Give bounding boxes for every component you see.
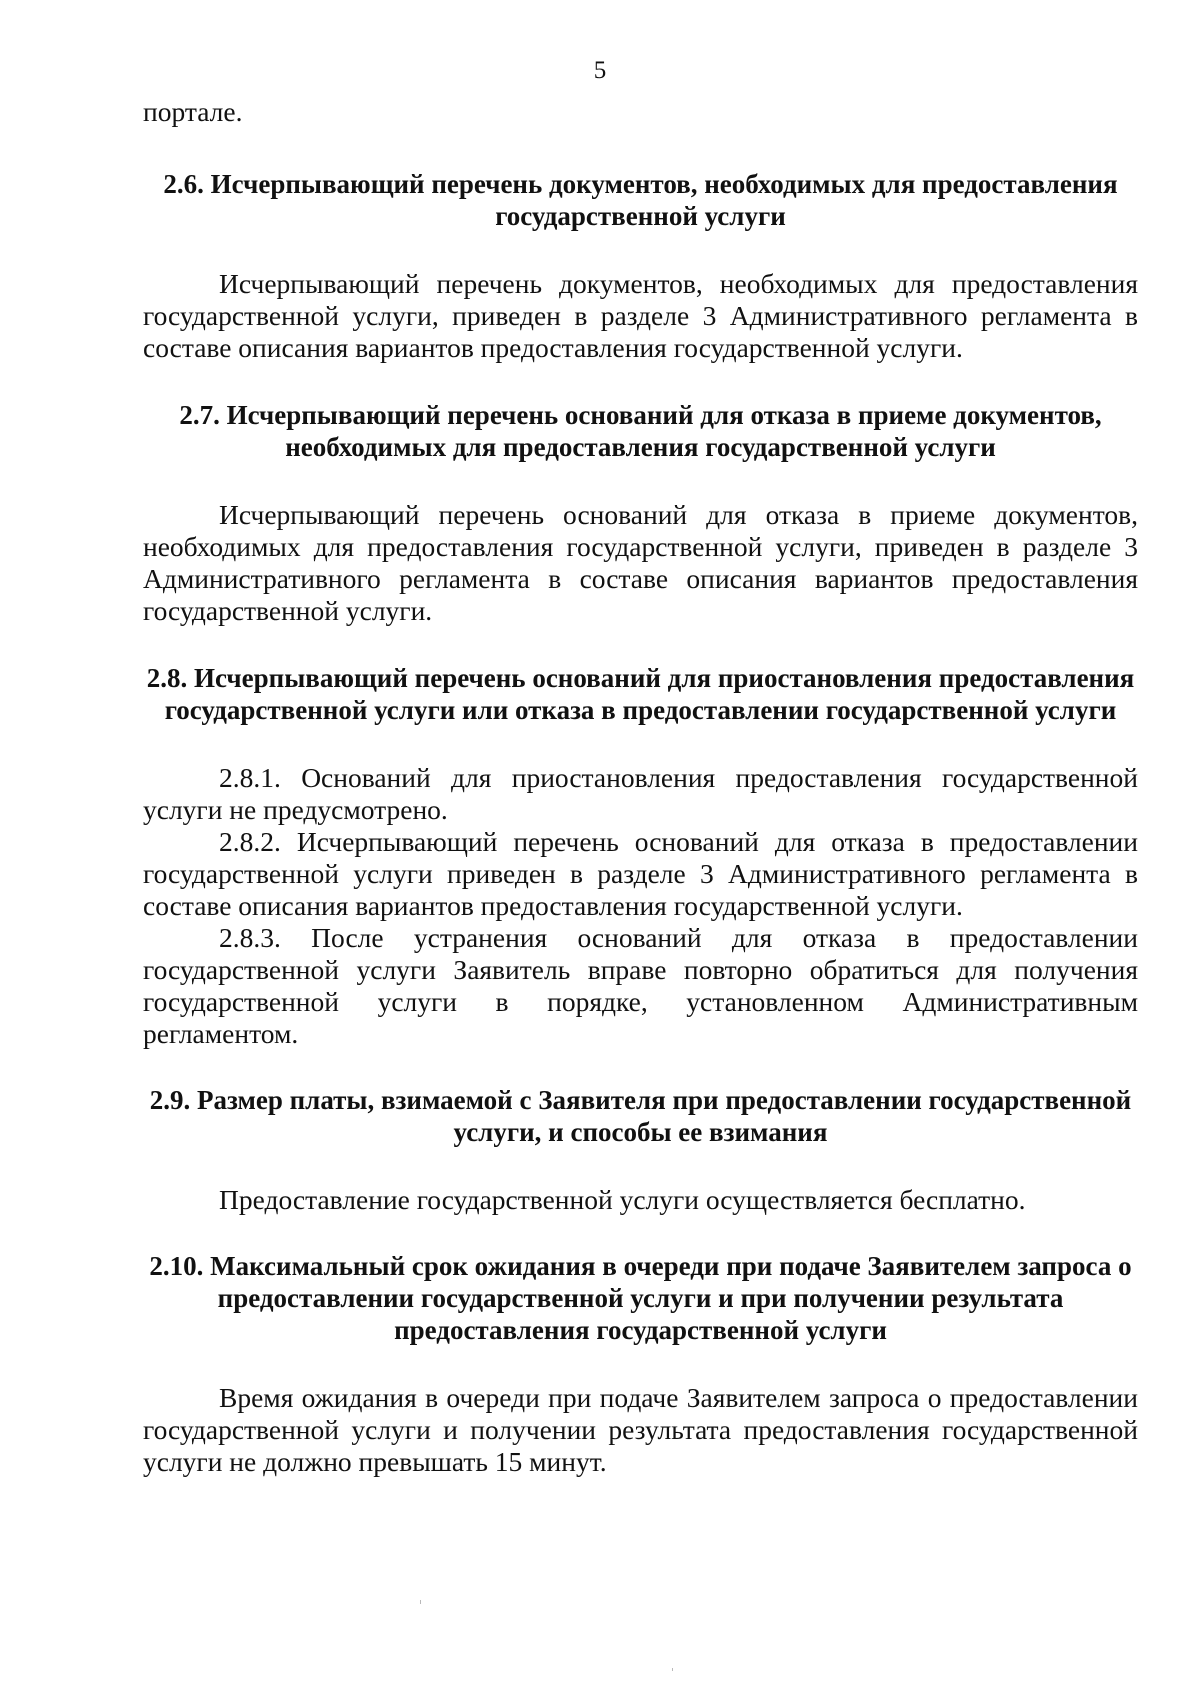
section-2-7-heading: 2.7. Исчерпывающий перечень оснований для отказа в приеме документов, необходимых для предоставления государственной услуги	[179, 400, 1102, 462]
section-2-10-paragraph: Время ожидания в очереди при подаче Заявителем запроса о предоставлении государственной услуги и получении результата предоставления государственной услуги не должно превышать 15 минут.	[143, 1382, 1138, 1477]
section-2-7-paragraph: Исчерпывающий перечень оснований для отказа в приеме документов, необходимых для предоставления государственной услуги, приведен в разделе 3 Административного регламента в составе описания вариантов предоставления государственной услуги.	[143, 499, 1138, 626]
section-2-10-heading: 2.10. Максимальный срок ожидания в очереди при подаче Заявителем запроса о предоставлении государственной услуги и при получении результата предоставления государственной услуги	[149, 1251, 1132, 1345]
section-2-9-paragraph: Предоставление государственной услуги осуществляется бесплатно.	[219, 1184, 1026, 1215]
section-2-6-heading: 2.6. Исчерпывающий перечень документов, необходимых для предоставления государственной услуги	[163, 169, 1118, 231]
scan-artifact	[672, 1668, 673, 1671]
document-body	[143, 96, 1138, 1478]
page-number: 5	[593, 57, 607, 84]
section-2-9-heading: 2.9. Размер платы, взимаемой с Заявителя при предоставлении государственной услуги, и способы ее взимания	[149, 1085, 1132, 1147]
scan-artifact	[420, 1600, 421, 1604]
section-2-8-heading: 2.8. Исчерпывающий перечень оснований для приостановления предоставления государственной услуги или отказа в предоставлении государственной услуги	[146, 663, 1135, 725]
section-2-8-3-paragraph: 2.8.3. После устранения оснований для отказа в предоставлении государственной услуги Заявитель вправе повторно обратиться для получения государственной услуги в порядке, установленном Административным регламентом.	[143, 922, 1138, 1049]
section-2-8-1-paragraph: 2.8.1. Оснований для приостановления предоставления государственной услуги не предусмотрено.	[143, 762, 1138, 825]
section-2-8-2-paragraph: 2.8.2. Исчерпывающий перечень оснований для отказа в предоставлении государственной услуги приведен в разделе 3 Административного регламента в составе описания вариантов предоставления государственной услуги.	[143, 826, 1138, 921]
section-2-6-paragraph: Исчерпывающий перечень документов, необходимых для предоставления государственной услуги, приведен в разделе 3 Административного регламента в составе описания вариантов предоставления государственной услуги.	[143, 268, 1138, 363]
continued-text: портале.	[143, 96, 243, 127]
